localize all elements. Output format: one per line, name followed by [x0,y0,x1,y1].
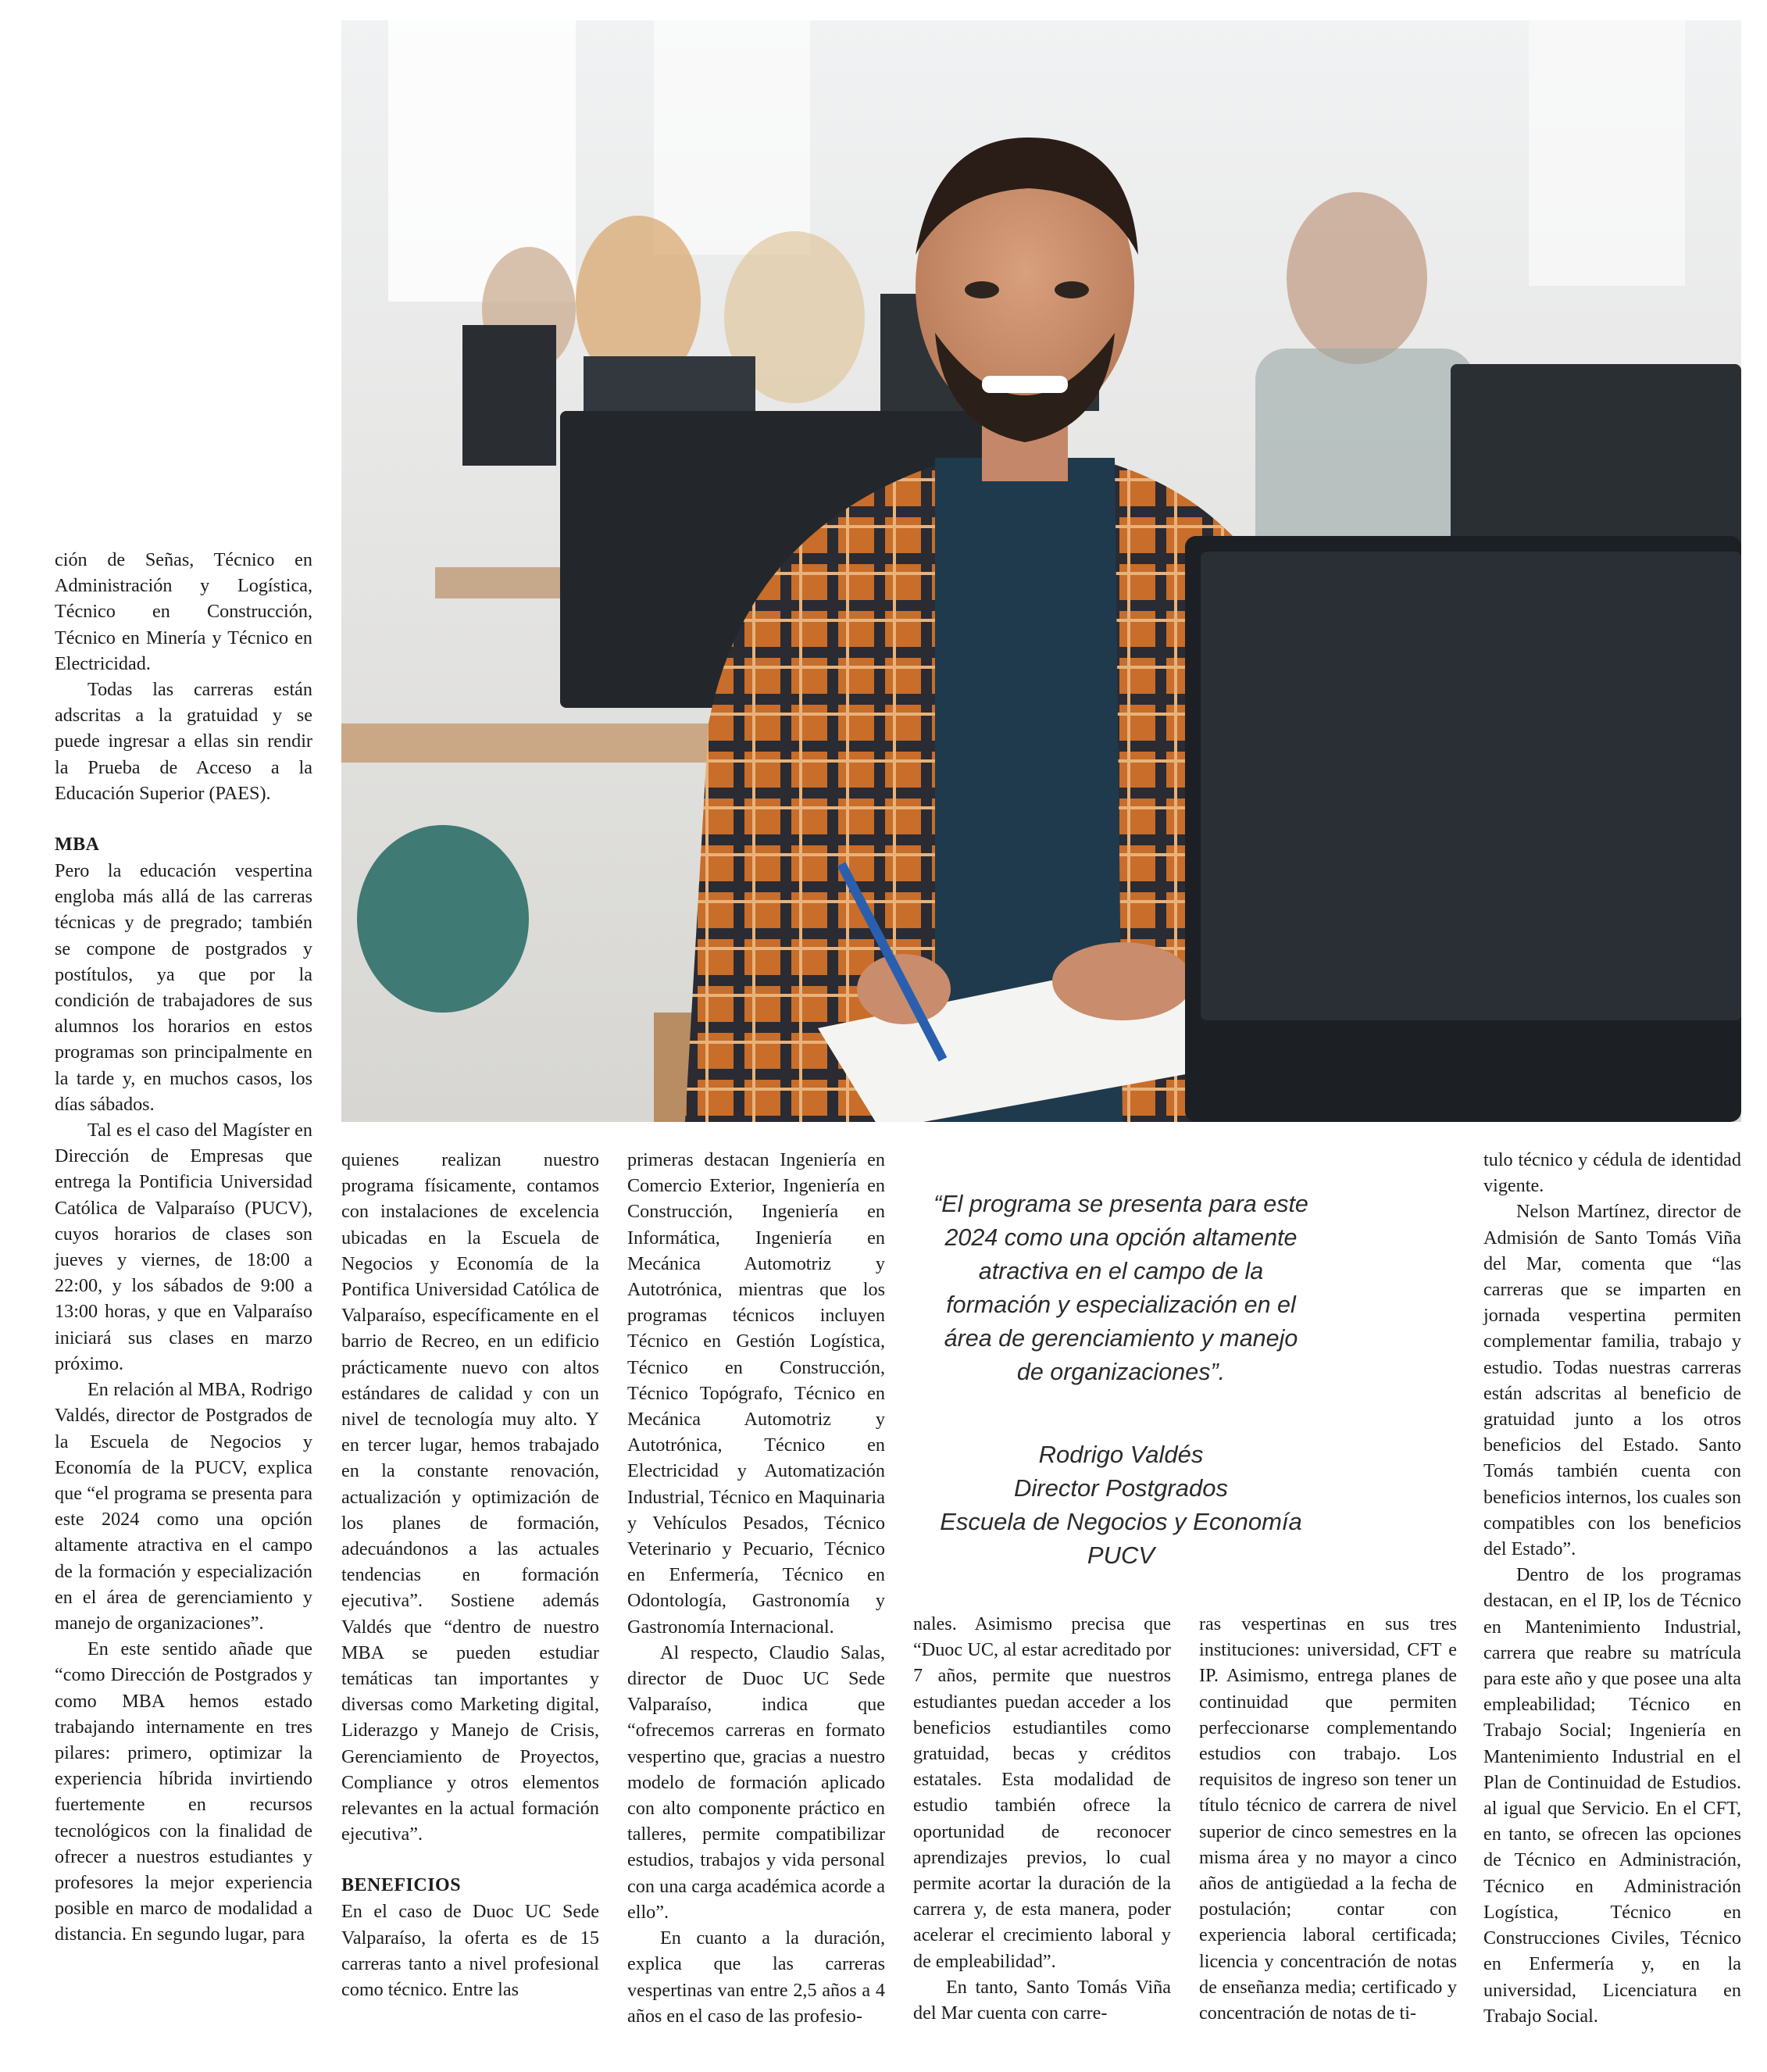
pull-quote-role: Director Postgrados [1014,1474,1228,1502]
col3-paragraph-2: Al respecto, Claudio Salas, director de Duoc UC Sede Valparaíso, indica que “ofrecemos carreras en formato vespertino que, gracias a nuestro modelo de formación aplicado con alto componente práctico en talleres, permite compatibilizar estudios, trabajos y vida personal con una carga académica acorde a ello”. [627,1642,885,1923]
col4-paragraph-1: nales. Asimismo precisa que “Duoc UC, al estar acreditado por 7 años, permite que nuestros estudiantes puedan acceder a los beneficios estudiantiles como gratuidad, becas y créditos estatales. Esta modalidad de estudio también ofrece la oportunidad de reconocer aprendizajes previos, lo cual permite acortar la duración de la carrera y, de esta manera, poder acelerar el crecimiento laboral y de empleabilidad”. [913,1613,1171,1972]
column-1 [55,547,312,1948]
column-6 [1483,1147,1741,2029]
col5-paragraph-1: ras vespertinas en sus tres instituciones: universidad, CFT e IP. Asimismo, entrega planes de continuidad que permiten perfeccionarse complementando estudios con trabajo. Los requisitos de ingreso son tener un título técnico de carrera de nivel superior de cinco semestres en la misma área y no mayor a cinco años de antigüedad a la fecha de postulación; contar con experiencia laboral certificada; licencia y concentración de notas de enseñanza media; certificado y concentración de notas de ti- [1199,1613,1457,2024]
pull-quote [930,1188,1312,1572]
column-2 [341,1147,599,2002]
col1-paragraph-1: ción de Señas, Técnico en Administración y Logística, Técnico en Construcción, Técnico en Minería y Técnico en Electricidad. [55,549,312,674]
col1-paragraph-4: Tal es el caso del Magíster en Dirección de Empresas que entrega la Pontificia Universidad Católica de Valparaíso (PUCV), cuyos horarios de clases son jueves y viernes, de 18:00 a 22:00, y los sábados de 9:00 a 13:00 horas, y que en Valparaíso iniciará sus clases en marzo próximo. [55,1120,312,1374]
section-heading-mba: MBA [55,834,100,856]
column-4 [913,1611,1171,2026]
col6-paragraph-2: Nelson Martínez, director de Admisión de Santo Tomás Viña del Mar, comenta que “las carreras que se imparten en jornada vespertina permiten complementar familia, trabajo y estudio. Todas nuestras carreras están adscritas al beneficio de gratuidad junto a los otros beneficios del Estado. Santo Tomás también cuenta con beneficios internos, los cuales son compatibles con los beneficios del Estado”. [1483,1201,1741,1560]
col3-paragraph-3: En cuanto a la duración, explica que las carreras vespertinas van entre 2,5 años a 4 años en el caso de las profesio- [627,1927,885,2027]
col1-paragraph-6: En este sentido añade que “como Dirección de Postgrados y como MBA hemos estado trabajando internamente en tres pilares: primero, optimizar la experiencia híbrida invirtiendo fuertemente en recursos tecnológicos con la finalidad de ofrecer a nuestros estudiantes y profesores la mejor experiencia posible en marco de modalidad a distancia. En segundo lugar, para [55,1638,312,1945]
col2-paragraph-1: quienes realizan nuestro programa físicamente, contamos con instalaciones de excelencia ubicadas en la Escuela de Negocios y Economía de la Pontifica Universidad Católica de Valparaíso, específicamente en el barrio de Recreo, en un edificio prácticamente nuevo con altos estándares de calidad y con un nivel de tecnología muy alto. Y en tercer lugar, hemos trabajado en la constante renovación, actualización y optimización de los planes de formación, adecuándonos a las actuales tendencias en formación ejecutiva”. Sostiene además Valdés que “dentro de nuestro MBA se pueden estudiar temáticas tan importantes y diversas como Marketing digital, Liderazgo y Manejo de Crisis, Gerenciamiento de Proyectos, Compliance y otros elementos relevantes en la actual formación ejecutiva”. [341,1149,599,1845]
col4-paragraph-2: En tanto, Santo Tomás Viña del Mar cuenta con carre- [913,1976,1171,2024]
pull-quote-attribution [930,1438,1312,1572]
col3-paragraph-1: primeras destacan Ingeniería en Comercio Exterior, Ingeniería en Construcción, Ingeniería en Informática, Ingeniería en Mecánica Automotriz y Autotrónica, mientras que los programas técnicos incluyen Técnico en Gestión Logística, Técnico en Construcción, Técnico Topógrafo, Técnico en Mecánica Automotriz y Autotrónica, Técnico en Electricidad y Automatización Industrial, Técnico en Maquinaria y Vehículos Pesados, Técnico Veterinario y Pecuario, Técnico en Enfermería, Técnico en Odontología, Gastronomía y Gastronomía Internacional. [627,1149,885,1638]
pull-quote-text: “El programa se presenta para este 2024 como una opción altamente atractiva en el campo de la formación y especialización en el área de gerenciamiento y manejo de organizaciones”. [933,1191,1308,1385]
col1-paragraph-5: En relación al MBA, Rodrigo Valdés, director de Postgrados de la Escuela de Negocios y Economía de la PUCV, explica que “el programa se presenta para este 2024 como una opción altamente atractiva en el campo de la formación y especialización en el área de gerenciamiento y manejo de organizaciones”. [55,1379,312,1634]
column-3 [627,1147,885,2029]
classroom-photo-illustration [341,20,1741,1122]
pull-quote-org: Escuela de Negocios y Economía PUCV [940,1508,1302,1569]
col6-paragraph-1: tulo técnico y cédula de identidad vigente. [1483,1149,1741,1197]
col2-paragraph-2: En el caso de Duoc UC Sede Valparaíso, la oferta es de 15 carreras tanto a nivel profesional como técnico. Entre las [341,1901,599,2001]
col1-paragraph-2: Todas las carreras están adscritas a la gratuidad y se puede ingresar a ellas sin rendir la Prueba de Acceso a la Educación Superior (PAES). [55,679,312,804]
article-photo [341,20,1741,1122]
column-5 [1199,1611,1457,2026]
section-heading-beneficios: BENEFICIOS [341,1875,462,1896]
pull-quote-name: Rodrigo Valdés [1038,1441,1204,1468]
col1-paragraph-3: Pero la educación vespertina engloba más allá de las carreras técnicas y de pregrado; también se compone de postgrados y postítulos, ya que por la condición de trabajadores de sus alumnos los horarios en estos programas son principalmente en la tarde y, en muchos casos, los días sábados. [55,860,312,1115]
col6-paragraph-3: Dentro de los programas destacan, en el IP, los de Técnico en Mantenimiento Industrial, carrera que reabre su matrícula para este año y que posee una alta empleabilidad; Técnico en Trabajo Social; Ingeniería en Mantenimiento Industrial en el Plan de Continuidad de Estudios. al igual que Servicio. En el CFT, en tanto, se ofrecen las opciones de Técnico en Administración, Técnico en Administración Logística, Técnico en Construcciones Civiles, Técnico en Enfermería y, en la universidad, Licenciatura en Trabajo Social. [1483,1564,1741,2027]
